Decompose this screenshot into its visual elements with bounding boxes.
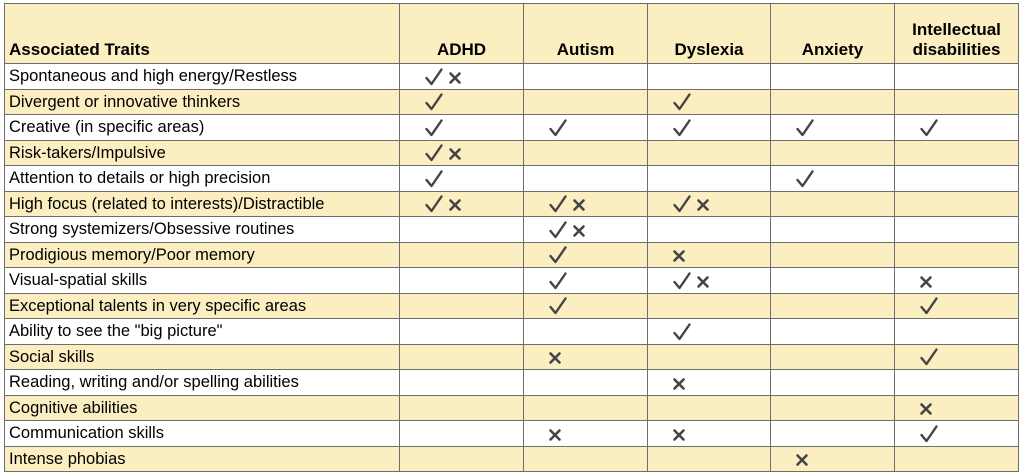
trait-cell: Strong systemizers/Obsessive routines bbox=[5, 217, 400, 243]
cross-mark-icon bbox=[919, 401, 933, 415]
trait-cell: Prodigious memory/Poor memory bbox=[5, 242, 400, 268]
cross-mark-icon bbox=[696, 274, 710, 288]
cell-adhd bbox=[400, 370, 524, 396]
cell-dyslexia bbox=[648, 166, 771, 192]
cell-intellectual-disabilities bbox=[895, 191, 1019, 217]
cell-dyslexia bbox=[648, 89, 771, 115]
cell-adhd bbox=[400, 344, 524, 370]
cell-dyslexia bbox=[648, 293, 771, 319]
cross-mark-icon bbox=[572, 197, 586, 211]
cell-autism bbox=[524, 344, 648, 370]
check-mark-icon bbox=[548, 296, 568, 316]
header-autism: Autism bbox=[524, 4, 648, 64]
cell-autism bbox=[524, 370, 648, 396]
cell-adhd bbox=[400, 166, 524, 192]
check-mark-icon bbox=[548, 194, 568, 214]
cell-autism bbox=[524, 421, 648, 447]
check-mark-icon bbox=[919, 347, 939, 367]
check-mark-icon bbox=[919, 118, 939, 138]
table-row bbox=[5, 344, 1019, 370]
cell-adhd bbox=[400, 268, 524, 294]
cell-autism bbox=[524, 140, 648, 166]
cell-adhd bbox=[400, 89, 524, 115]
cell-dyslexia bbox=[648, 115, 771, 141]
cell-intellectual-disabilities bbox=[895, 140, 1019, 166]
table-row bbox=[5, 319, 1019, 345]
table-row bbox=[5, 140, 1019, 166]
cell-adhd bbox=[400, 217, 524, 243]
table-row bbox=[5, 242, 1019, 268]
cell-autism bbox=[524, 115, 648, 141]
cell-dyslexia bbox=[648, 446, 771, 472]
table-row bbox=[5, 268, 1019, 294]
cross-mark-icon bbox=[448, 70, 462, 84]
check-mark-icon bbox=[795, 118, 815, 138]
header-adhd: ADHD bbox=[400, 4, 524, 64]
cell-autism bbox=[524, 89, 648, 115]
cell-autism bbox=[524, 242, 648, 268]
cell-intellectual-disabilities bbox=[895, 319, 1019, 345]
trait-cell: Divergent or innovative thinkers bbox=[5, 89, 400, 115]
cell-intellectual-disabilities bbox=[895, 395, 1019, 421]
cell-adhd bbox=[400, 191, 524, 217]
check-mark-icon bbox=[919, 424, 939, 444]
cell-adhd bbox=[400, 242, 524, 268]
cell-autism bbox=[524, 268, 648, 294]
cell-adhd bbox=[400, 446, 524, 472]
cell-anxiety bbox=[771, 242, 895, 268]
table-row bbox=[5, 395, 1019, 421]
cell-intellectual-disabilities bbox=[895, 344, 1019, 370]
table-row bbox=[5, 370, 1019, 396]
trait-cell: Attention to details or high precision bbox=[5, 166, 400, 192]
cell-autism bbox=[524, 217, 648, 243]
table-row bbox=[5, 217, 1019, 243]
cell-dyslexia bbox=[648, 268, 771, 294]
check-mark-icon bbox=[548, 271, 568, 291]
header-intellectual-disabilities: Intellectual disabilities bbox=[895, 4, 1019, 64]
cell-intellectual-disabilities bbox=[895, 242, 1019, 268]
cell-dyslexia bbox=[648, 191, 771, 217]
cell-anxiety bbox=[771, 344, 895, 370]
table-row bbox=[5, 293, 1019, 319]
cell-adhd bbox=[400, 293, 524, 319]
check-mark-icon bbox=[919, 296, 939, 316]
header-associated-traits: Associated Traits bbox=[5, 4, 400, 64]
check-mark-icon bbox=[424, 143, 444, 163]
cross-mark-icon bbox=[795, 452, 809, 466]
cell-autism bbox=[524, 166, 648, 192]
check-mark-icon bbox=[424, 67, 444, 87]
cell-dyslexia bbox=[648, 242, 771, 268]
cell-dyslexia bbox=[648, 344, 771, 370]
cell-intellectual-disabilities bbox=[895, 89, 1019, 115]
cell-adhd bbox=[400, 140, 524, 166]
check-mark-icon bbox=[424, 92, 444, 112]
cell-anxiety bbox=[771, 191, 895, 217]
cell-dyslexia bbox=[648, 395, 771, 421]
check-mark-icon bbox=[424, 169, 444, 189]
traits-table-container bbox=[4, 3, 1019, 472]
cell-intellectual-disabilities bbox=[895, 370, 1019, 396]
cell-intellectual-disabilities bbox=[895, 64, 1019, 90]
cell-dyslexia bbox=[648, 319, 771, 345]
traits-table bbox=[4, 3, 1019, 472]
trait-cell: Spontaneous and high energy/Restless bbox=[5, 64, 400, 90]
cell-autism bbox=[524, 446, 648, 472]
check-mark-icon bbox=[795, 169, 815, 189]
check-mark-icon bbox=[672, 271, 692, 291]
cell-autism bbox=[524, 64, 648, 90]
cell-anxiety bbox=[771, 115, 895, 141]
cell-adhd bbox=[400, 395, 524, 421]
trait-cell: High focus (related to interests)/Distractible bbox=[5, 191, 400, 217]
cell-adhd bbox=[400, 319, 524, 345]
check-mark-icon bbox=[672, 118, 692, 138]
cross-mark-icon bbox=[672, 248, 686, 262]
cross-mark-icon bbox=[548, 350, 562, 364]
cross-mark-icon bbox=[696, 197, 710, 211]
check-mark-icon bbox=[672, 92, 692, 112]
check-mark-icon bbox=[424, 194, 444, 214]
header-dyslexia: Dyslexia bbox=[648, 4, 771, 64]
cell-dyslexia bbox=[648, 370, 771, 396]
table-row bbox=[5, 115, 1019, 141]
cross-mark-icon bbox=[572, 223, 586, 237]
trait-cell: Exceptional talents in very specific areas bbox=[5, 293, 400, 319]
table-row bbox=[5, 421, 1019, 447]
table-row bbox=[5, 64, 1019, 90]
cell-intellectual-disabilities bbox=[895, 293, 1019, 319]
table-row bbox=[5, 89, 1019, 115]
check-mark-icon bbox=[672, 322, 692, 342]
cell-anxiety bbox=[771, 370, 895, 396]
cell-dyslexia bbox=[648, 64, 771, 90]
cross-mark-icon bbox=[548, 427, 562, 441]
trait-cell: Cognitive abilities bbox=[5, 395, 400, 421]
cell-intellectual-disabilities bbox=[895, 446, 1019, 472]
cell-anxiety bbox=[771, 446, 895, 472]
trait-cell: Visual-spatial skills bbox=[5, 268, 400, 294]
cell-dyslexia bbox=[648, 217, 771, 243]
cell-anxiety bbox=[771, 89, 895, 115]
table-row bbox=[5, 191, 1019, 217]
cell-intellectual-disabilities bbox=[895, 115, 1019, 141]
cross-mark-icon bbox=[448, 146, 462, 160]
cell-anxiety bbox=[771, 268, 895, 294]
trait-cell: Ability to see the "big picture" bbox=[5, 319, 400, 345]
cell-autism bbox=[524, 191, 648, 217]
cross-mark-icon bbox=[672, 376, 686, 390]
table-row bbox=[5, 166, 1019, 192]
check-mark-icon bbox=[672, 194, 692, 214]
header-anxiety: Anxiety bbox=[771, 4, 895, 64]
cell-anxiety bbox=[771, 421, 895, 447]
cell-anxiety bbox=[771, 140, 895, 166]
cell-anxiety bbox=[771, 217, 895, 243]
check-mark-icon bbox=[548, 220, 568, 240]
cross-mark-icon bbox=[672, 427, 686, 441]
cell-intellectual-disabilities bbox=[895, 217, 1019, 243]
trait-cell: Social skills bbox=[5, 344, 400, 370]
cell-intellectual-disabilities bbox=[895, 268, 1019, 294]
trait-cell: Intense phobias bbox=[5, 446, 400, 472]
cross-mark-icon bbox=[448, 197, 462, 211]
cell-adhd bbox=[400, 115, 524, 141]
header-row bbox=[5, 4, 1019, 64]
cell-autism bbox=[524, 395, 648, 421]
cell-anxiety bbox=[771, 319, 895, 345]
check-mark-icon bbox=[548, 118, 568, 138]
cell-anxiety bbox=[771, 166, 895, 192]
cross-mark-icon bbox=[919, 274, 933, 288]
trait-cell: Risk-takers/Impulsive bbox=[5, 140, 400, 166]
cell-adhd bbox=[400, 64, 524, 90]
cell-anxiety bbox=[771, 64, 895, 90]
table-row bbox=[5, 446, 1019, 472]
cell-dyslexia bbox=[648, 140, 771, 166]
trait-cell: Communication skills bbox=[5, 421, 400, 447]
trait-cell: Reading, writing and/or spelling abilities bbox=[5, 370, 400, 396]
cell-anxiety bbox=[771, 293, 895, 319]
cell-autism bbox=[524, 293, 648, 319]
check-mark-icon bbox=[424, 118, 444, 138]
cell-autism bbox=[524, 319, 648, 345]
cell-adhd bbox=[400, 421, 524, 447]
check-mark-icon bbox=[548, 245, 568, 265]
cell-intellectual-disabilities bbox=[895, 166, 1019, 192]
cell-dyslexia bbox=[648, 421, 771, 447]
trait-cell: Creative (in specific areas) bbox=[5, 115, 400, 141]
cell-anxiety bbox=[771, 395, 895, 421]
cell-intellectual-disabilities bbox=[895, 421, 1019, 447]
